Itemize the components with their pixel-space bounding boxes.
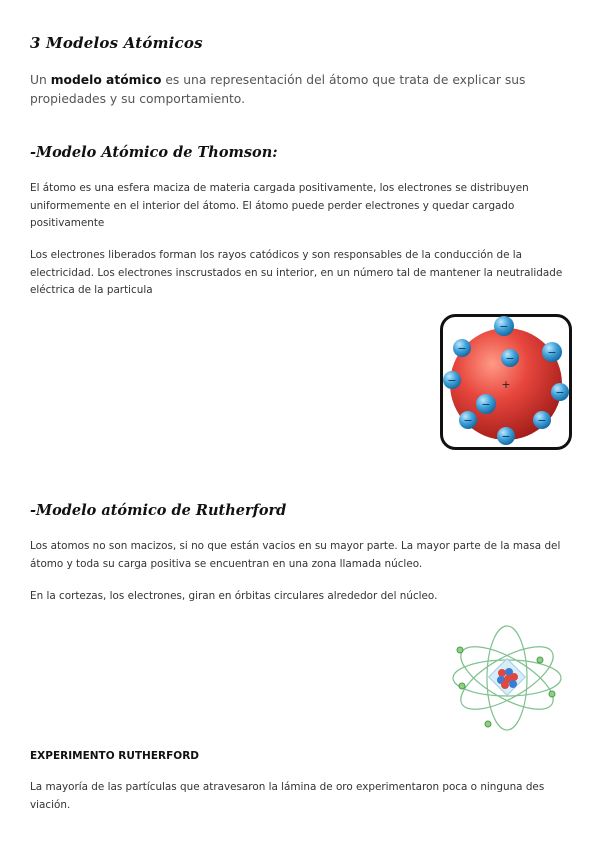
rutherford-paragraph-1: Los atomos no son macizos, si no que están vacios en su mayor parte. La mayor parte de la masa del átomo y toda su carga positiva se encuentran en una zona llamada núcleo. [30, 540, 561, 570]
electron [485, 721, 491, 727]
experiment-heading: EXPERIMENTO RUTHERFORD [30, 750, 199, 762]
svg-text:−: − [547, 346, 557, 359]
svg-text:−: − [499, 320, 509, 333]
intro-suffix: es una representación del átomo que trata de explicar sus propiedades y su comportamiento. [30, 73, 526, 106]
electron [497, 427, 515, 445]
experiment-paragraph: La mayoría de las partículas que atravesaron la lámina de oro experimentaron poca o ninguna des viación. [30, 781, 545, 811]
electron [453, 339, 471, 357]
positive-charge-label: + [501, 378, 511, 391]
electron [533, 411, 551, 429]
thomson-model-illustration [440, 314, 572, 450]
intro-bold-term: modelo atómico [50, 73, 162, 87]
electron [457, 647, 463, 653]
svg-text:−: − [537, 414, 547, 427]
svg-text:−: − [501, 430, 511, 443]
page-title: 3 Modelos Atómicos [30, 34, 203, 52]
intro-paragraph [30, 71, 570, 109]
intro-prefix: Un [30, 73, 51, 87]
electron [459, 683, 465, 689]
electron [476, 394, 496, 414]
thomson-heading: -Modelo Atómico de Thomson: [30, 144, 278, 161]
electron [494, 316, 514, 336]
thomson-paragraph-2: Los electrones liberados forman los rayos catódicos y son responsables de la conducción de la electricidad. Los electrones inscrustados en su interior, en un número tal de mantener la neutralidade eléctrica de la particula [30, 249, 563, 296]
svg-text:−: − [481, 398, 491, 411]
electron [443, 371, 461, 389]
thomson-paragraph-1: El átomo es una esfera maciza de materia cargada positivamente, los electrones se distribuyen uniformemente en el interior del átomo. El átomo puede perder electrones y quedar cargado positivamente [30, 182, 529, 229]
svg-text:−: − [555, 386, 565, 399]
electron [459, 411, 477, 429]
electron [537, 657, 543, 663]
svg-text:−: − [447, 374, 457, 387]
electron [501, 349, 519, 367]
rutherford-heading: -Modelo atómico de Rutherford [30, 502, 287, 519]
svg-text:−: − [463, 414, 473, 427]
rutherford-model-illustration [448, 622, 566, 734]
svg-text:−: − [457, 342, 467, 355]
electron [551, 383, 569, 401]
svg-text:−: − [505, 352, 515, 365]
electron [542, 342, 562, 362]
rutherford-paragraph-2: En la cortezas, los electrones, giran en órbitas circulares alrededor del núcleo. [30, 590, 438, 602]
electron [549, 691, 555, 697]
